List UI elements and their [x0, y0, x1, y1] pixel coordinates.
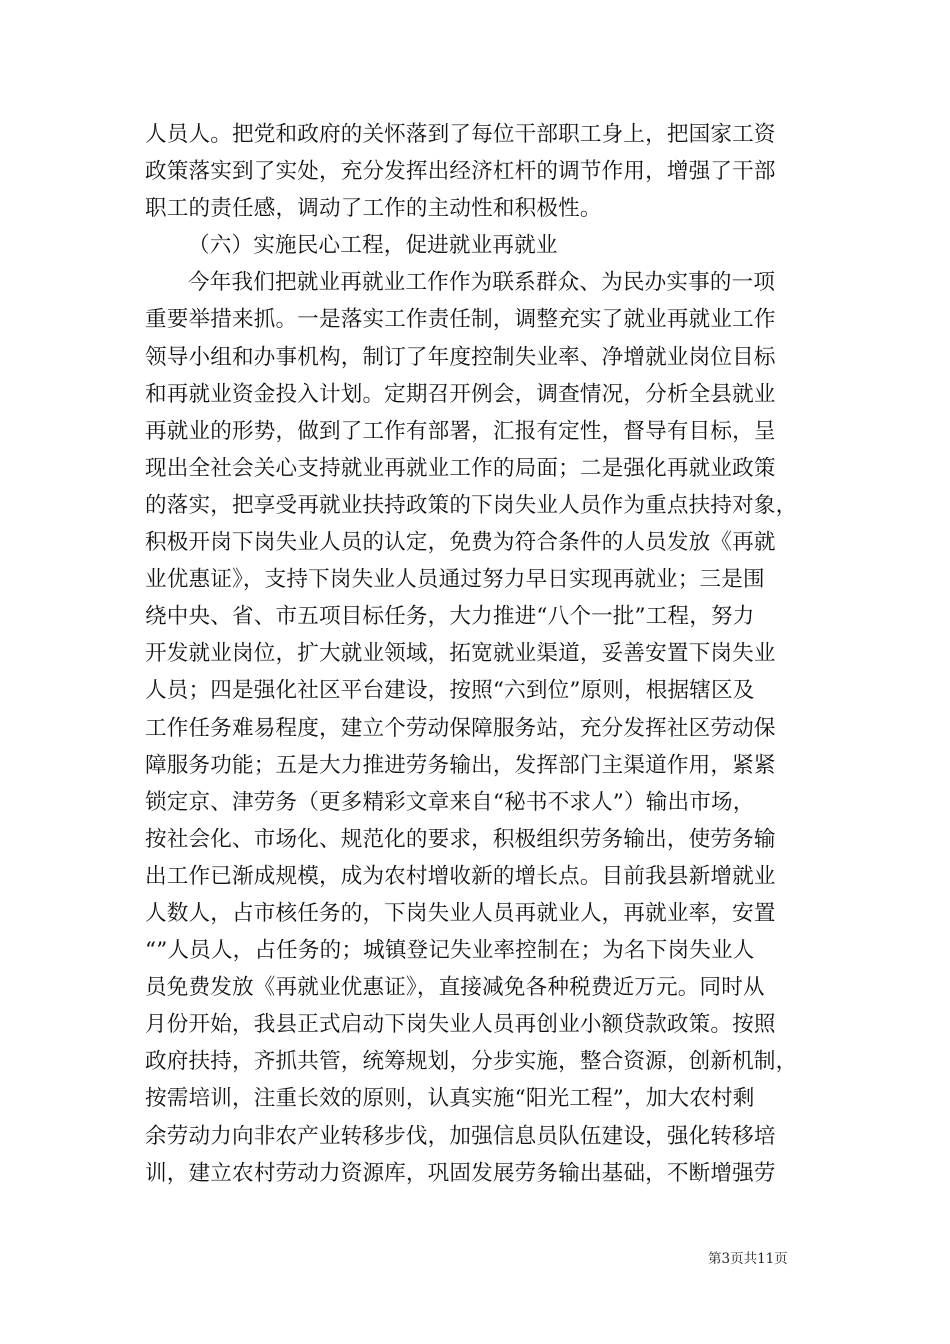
text-line: 余劳动力向非农产业转移步伐，加强信息员队伍建设，强化转移培: [145, 1123, 776, 1149]
text-line: 按社会化、市场化、规范化的要求，积极组织劳务输出，使劳务输: [145, 826, 776, 852]
text-line: 工作任务难易程度，建立个劳动保障服务站，充分发挥社区劳动保: [145, 715, 776, 741]
text-line: 政策落实到了实处，充分发挥出经济杠杆的调节作用，增强了干部: [145, 159, 776, 185]
text-line: 领导小组和办事机构，制订了年度控制失业率、净增就业岗位目标: [145, 344, 776, 370]
text-line: 和再就业资金投入计划。定期召开例会，调查情况，分析全县就业: [145, 381, 776, 407]
text-line: 开发就业岗位，扩大就业领域，拓宽就业渠道，妥善安置下岗失业: [145, 641, 776, 667]
section-heading: （六）实施民心工程，促进就业再就业: [188, 233, 558, 259]
text-line: 现出全社会关心支持就业再就业工作的局面；二是强化再就业政策: [145, 455, 776, 481]
text-line: 出工作已渐成规模，成为农村增收新的增长点。目前我县新增就业: [145, 863, 776, 889]
body-text: [145, 116, 820, 1192]
text-line: 人员人。把党和政府的关怀落到了每位干部职工身上，把国家工资: [145, 122, 776, 147]
text-line: 按需培训，注重长效的原则，认真实施“阳光工程”，加大农村剩: [145, 1086, 755, 1112]
page-number-footer: 第3页共11页: [708, 1251, 788, 1267]
text-line: 职工的责任感，调动了工作的主动性和积极性。: [145, 196, 602, 222]
text-line: 训，建立农村劳动力资源库，巩固发展劳务输出基础，不断增强劳: [145, 1160, 776, 1186]
text-line: 障服务功能；五是大力推进劳务输出，发挥部门主渠道作用，紧紧: [145, 752, 776, 778]
text-line: 人员；四是强化社区平台建设，按照“六到位”原则，根据辖区及: [145, 678, 755, 704]
text-line: 锁定京、津劳务（更多精彩文章来自“秘书不求人”）输出市场，: [145, 789, 755, 815]
paragraph-first-line: 今年我们把就业再就业工作作为联系群众、为民办实事的一项: [188, 270, 776, 296]
text-line: 人数人，占市核任务的，下岗失业人员再就业人，再就业率，安置: [145, 900, 776, 926]
text-line: 员免费发放《再就业优惠证》，直接减免各种税费近万元。同时从: [145, 975, 765, 1001]
text-line: 再就业的形势，做到了工作有部署，汇报有定性，督导有目标，呈: [145, 418, 776, 444]
text-line: 业优惠证》，支持下岗失业人员通过努力早日实现再就业；三是围: [145, 567, 765, 593]
text-line: 月份开始，我县正式启动下岗失业人员再创业小额贷款政策。按照: [145, 1012, 776, 1038]
text-line: 绕中央、省、市五项目标任务，大力推进“八个一批”工程，努力: [145, 604, 755, 630]
text-line: 政府扶持，齐抓共管，统筹规划，分步实施，整合资源，创新机制，: [145, 1049, 798, 1075]
text-line: “”人员人，占任务的；城镇登记失业率控制在；为名下岗失业人: [145, 938, 755, 964]
text-line: 的落实，把享受再就业扶持政策的下岗失业人员作为重点扶持对象，: [145, 492, 798, 518]
text-line: 重要举措来抓。一是落实工作责任制，调整充实了就业再就业工作: [145, 307, 776, 333]
text-line: 积极开岗下岗失业人员的认定，免费为符合条件的人员发放《再就: [145, 530, 776, 556]
